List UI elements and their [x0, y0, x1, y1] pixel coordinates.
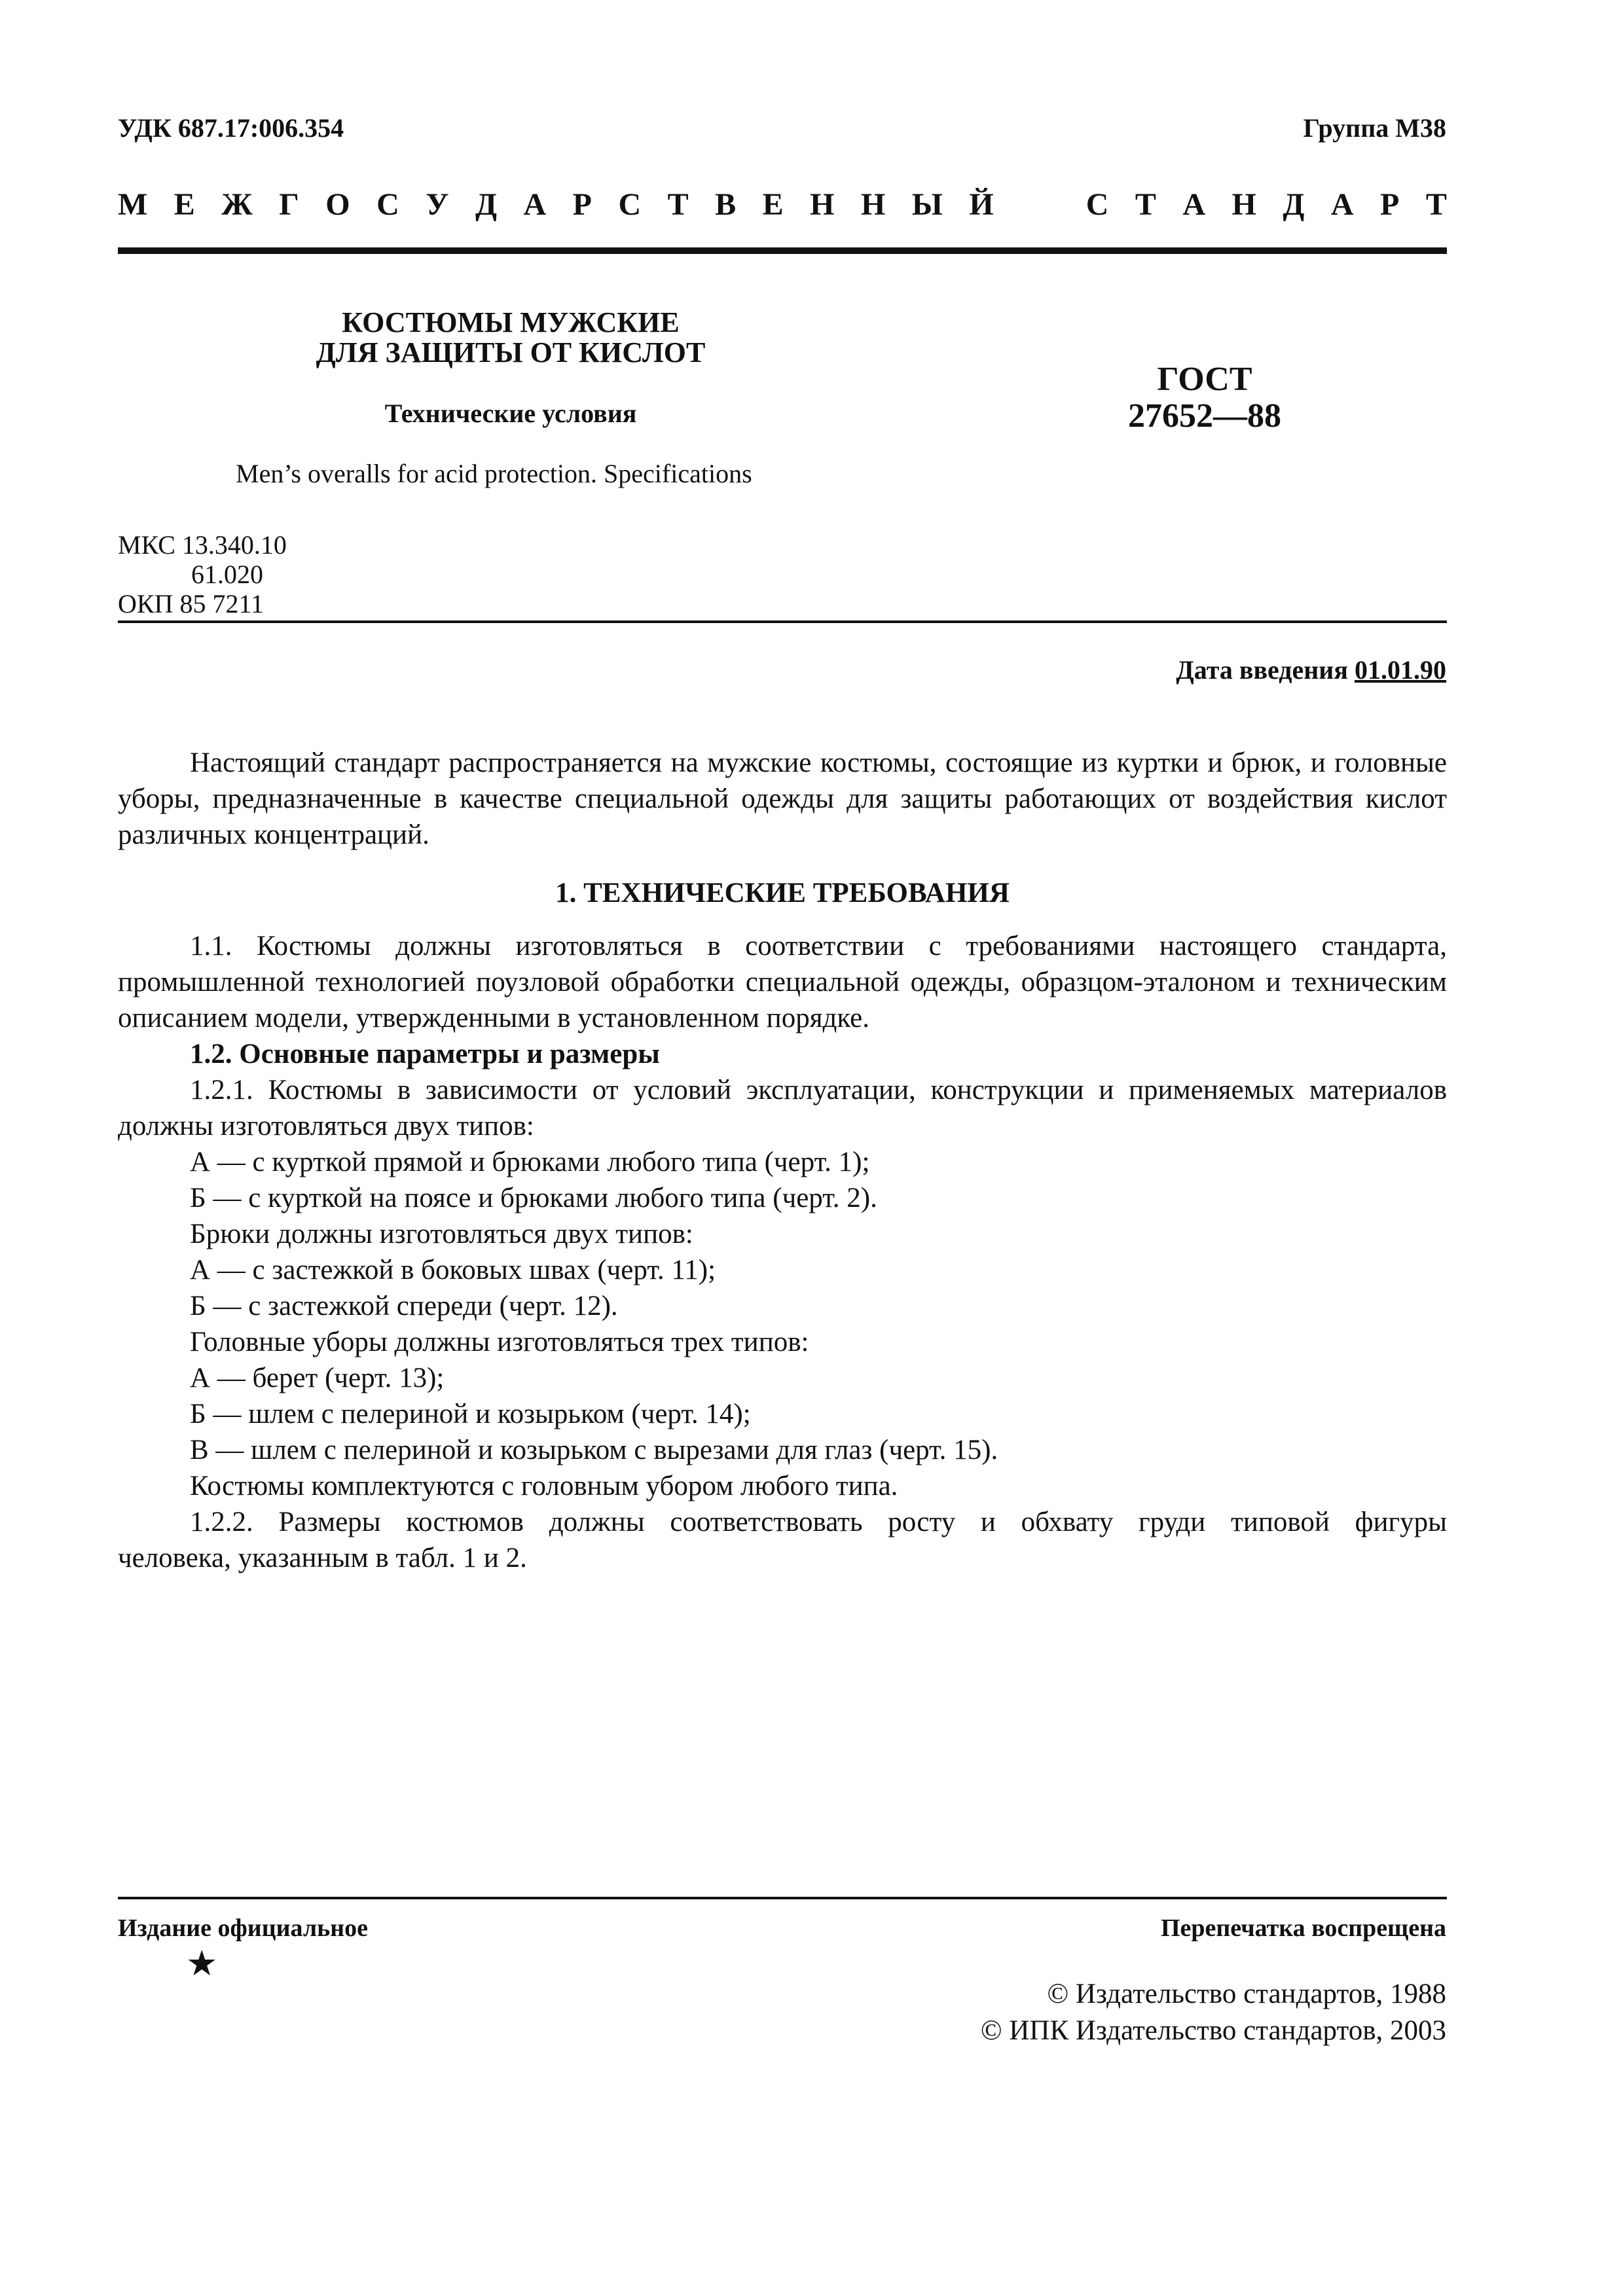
subsection-heading: 1.2. Основные параметры и размеры	[190, 1039, 660, 1069]
banner-letter: Р	[1380, 187, 1400, 222]
banner-letter: А	[523, 187, 547, 222]
intro-paragraph: Настоящий стандарт распространяется на мужские костюмы, состоящие из куртки и брюк, и головные уборы, предназначенные в качестве специальной одежды для защиты работающих от воздействия кислот различных концентраций.	[118, 747, 1447, 850]
header-divider	[118, 247, 1447, 254]
copyright-line: © Издательство стандартов, 1988	[1047, 1979, 1446, 2009]
okp-code: ОКП 85 7211	[118, 589, 264, 619]
document-subtitle: Технические условия	[384, 399, 637, 428]
clause-1-2-2-line: человека, указанным в табл. 1 и 2.	[118, 1543, 527, 1573]
introduction-date	[1176, 655, 1446, 685]
banner-letter: А	[1182, 187, 1206, 222]
document-title	[183, 308, 838, 368]
list-item: В — шлем с пелериной и козырьком с вырезами для глаз (черт. 15).	[190, 1435, 998, 1465]
clause-1-1: 1.1. Костюмы должны изготовляться в соответствии с требованиями настоящего стандарта, промышленной технологией поузловой обработки специальной одежды, образцом-эталоном и техническим описанием модели, утвержденными в установленном порядке.	[118, 931, 1447, 1033]
list-item: А — с застежкой в боковых швах (черт. 11);	[190, 1255, 716, 1285]
banner-letter: У	[426, 187, 449, 222]
group-code: Группа М38	[1303, 113, 1446, 143]
mks-code-secondary: 61.020	[191, 560, 263, 589]
banner-letter: С	[618, 187, 642, 222]
banner-letter: Ы	[911, 187, 943, 222]
official-edition-note: Издание официальное	[118, 1914, 369, 1942]
codes-divider	[118, 620, 1447, 623]
list-item: Б — с курткой на поясе и брюками любого типа (черт. 2).	[190, 1183, 877, 1213]
list-item: Головные уборы должны изготовляться трех типов:	[190, 1327, 809, 1357]
introduction-date-label: Дата введения	[1176, 655, 1348, 685]
list-item: А — с курткой прямой и брюками любого типа (черт. 1);	[190, 1147, 870, 1177]
banner-letter: Ж	[221, 187, 253, 222]
copyright-line: © ИПК Издательство стандартов, 2003	[980, 2015, 1446, 2046]
banner-letter: С	[376, 187, 399, 222]
banner-letter: Е	[173, 187, 195, 222]
banner-letter: Д	[475, 187, 498, 222]
banner-letter: Н	[860, 187, 886, 222]
interstate-standard-banner	[118, 187, 1447, 223]
banner-letter: О	[325, 187, 350, 222]
introduction-date-value: 01.01.90	[1355, 655, 1446, 685]
list-item: Брюки должны изготовляться двух типов:	[190, 1219, 693, 1249]
mks-code: МКС 13.340.10	[118, 530, 287, 560]
title-line: ДЛЯ ЗАЩИТЫ ОТ КИСЛОТ	[316, 336, 706, 368]
banner-letter: Н	[1231, 187, 1256, 222]
banner-letter: Д	[1283, 187, 1305, 222]
no-reprint-note: Перепечатка воспрещена	[1160, 1914, 1446, 1942]
banner-letter: Т	[1135, 187, 1156, 222]
banner-word-gap	[1020, 187, 1059, 223]
gost-number: 27652—88	[1128, 397, 1281, 435]
banner-letter: Г	[279, 187, 299, 222]
title-line: КОСТЮМЫ МУЖСКИЕ	[342, 306, 680, 338]
list-item: А — берет (черт. 13);	[190, 1363, 445, 1393]
clause-1-2-1: 1.2.1. Костюмы в зависимости от условий эксплуатации, конструкции и применяемых материалов должны изготовляться двух типов:	[118, 1075, 1447, 1141]
banner-letter: Й	[969, 187, 994, 222]
list-item: Б — с застежкой спереди (черт. 12).	[190, 1291, 618, 1321]
banner-letter: М	[118, 187, 148, 222]
english-title: Men’s overalls for acid protection. Specifications	[236, 459, 752, 488]
banner-letter: Е	[762, 187, 784, 222]
section-heading: 1. ТЕХНИЧЕСКИЕ ТРЕБОВАНИЯ	[555, 878, 1010, 908]
banner-letter: Т	[1425, 187, 1447, 222]
star-icon: ★	[186, 1944, 218, 1983]
gost-label: ГОСТ	[1157, 361, 1252, 398]
list-item: Б — шлем с пелериной и козырьком (черт. 14);	[190, 1399, 751, 1429]
banner-letter: В	[715, 187, 737, 222]
banner-letter: Р	[572, 187, 592, 222]
banner-letter: А	[1330, 187, 1354, 222]
banner-letter: Н	[810, 187, 835, 222]
classification-codes	[118, 530, 287, 619]
banner-letter: Т	[667, 187, 689, 222]
clause-1-2-2-line: 1.2.2. Размеры костюмов должны соответствовать росту и обхвату груди типовой фигуры	[190, 1507, 1447, 1537]
banner-letter: С	[1085, 187, 1109, 222]
footer-divider	[118, 1897, 1447, 1899]
gost-designation	[1074, 361, 1336, 435]
udk-code: УДК 687.17:006.354	[118, 113, 344, 143]
list-item: Костюмы комплектуются с головным убором любого типа.	[190, 1471, 898, 1501]
